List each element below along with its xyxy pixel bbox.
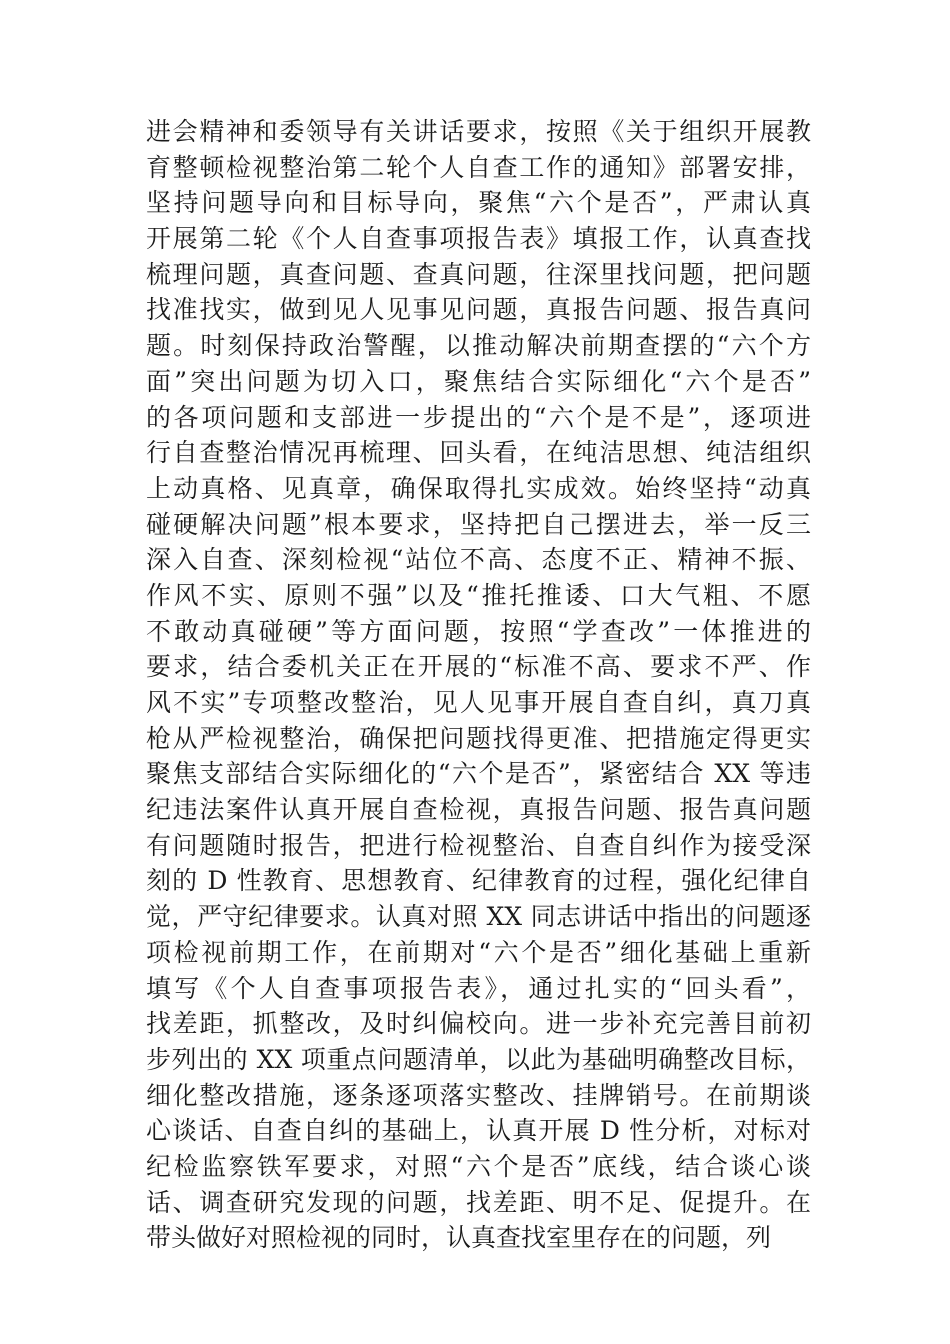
text-line: 纪检监察铁军要求，对照“六个是否”底线，结合谈心谈 [146, 1151, 811, 1181]
text-line: 细化整改措施，逐条逐项落实整改、挂牌销号。在前期谈 [146, 1080, 811, 1110]
text-line: 要求，结合委机关正在开展的“标准不高、要求不严、作 [146, 652, 811, 682]
text-line: 开展第二轮《个人自查事项报告表》填报工作，认真查找 [146, 224, 811, 254]
text-line: 行自查整治情况再梳理、回头看，在纯洁思想、纯洁组织 [146, 438, 811, 468]
text-line: 有问题随时报告，把进行检视整治、自查自纠作为接受深 [146, 830, 811, 860]
text-line: 纪违法案件认真开展自查检视，真报告问题、报告真问题 [146, 795, 811, 825]
text-line: 找准找实，做到见人见事见问题，真报告问题、报告真问 [146, 295, 811, 325]
text-line: 面”突出问题为切入口，聚焦结合实际细化“六个是否” [146, 366, 811, 396]
text-line: 刻的 D 性教育、思想教育、纪律教育的过程，强化纪律自 [146, 866, 811, 896]
text-line: 步列出的 XX 项重点问题清单，以此为基础明确整改目标， [146, 1044, 811, 1074]
text-line: 话、调查研究发现的问题，找差距、明不足、促提升。在 [146, 1187, 811, 1217]
text-line: 带头做好对照检视的同时，认真查找室里存在的问题，列 [146, 1223, 772, 1253]
text-line: 上动真格、见真章，确保取得扎实成效。始终坚持“动真 [146, 473, 811, 503]
text-line: 进会精神和委领导有关讲话要求，按照《关于组织开展教 [146, 117, 811, 146]
text-line: 项检视前期工作，在前期对“六个是否”细化基础上重新 [146, 937, 811, 967]
text-line: 填写《个人自查事项报告表》，通过扎实的“回头看”， [146, 973, 811, 1003]
text-line: 育整顿检视整治第二轮个人自查工作的通知》部署安排， [146, 152, 811, 182]
text-line: 深入自查、深刻检视“站位不高、态度不正、精神不振、 [146, 545, 811, 575]
text-line: 找差距，抓整改，及时纠偏校向。进一步补充完善目前初 [146, 1009, 811, 1039]
text-line: 的各项问题和支部进一步提出的“六个是不是”，逐项进 [146, 402, 811, 432]
text-line: 枪从严检视整治，确保把问题找得更准、把措施定得更实 [146, 723, 811, 753]
text-line: 作风不实、原则不强”以及“推托推诿、口大气粗、不愿 [146, 580, 811, 610]
text-line: 题。时刻保持政治警醒，以推动解决前期查摆的“六个方 [146, 331, 811, 361]
text-line: 碰硬解决问题”根本要求，坚持把自己摆进去，举一反三 [146, 509, 811, 539]
text-line: 不敢动真碰硬”等方面问题，按照“学查改”一体推进的 [146, 616, 811, 646]
text-line: 聚焦支部结合实际细化的“六个是否”，紧密结合 XX 等违 [146, 759, 811, 789]
text-line: 风不实”专项整改整治，见人见事开展自查自纠，真刀真 [146, 688, 811, 717]
body-text [146, 114, 811, 1256]
text-line: 觉，严守纪律要求。认真对照 XX 同志讲话中指出的问题逐 [146, 902, 811, 932]
text-line: 心谈话、自查自纠的基础上，认真开展 D 性分析，对标对 [146, 1116, 811, 1146]
text-line: 坚持问题导向和目标导向，聚焦“六个是否”，严肃认真 [146, 188, 811, 218]
text-line: 梳理问题，真查问题、查真问题，往深里找问题，把问题 [146, 259, 811, 289]
